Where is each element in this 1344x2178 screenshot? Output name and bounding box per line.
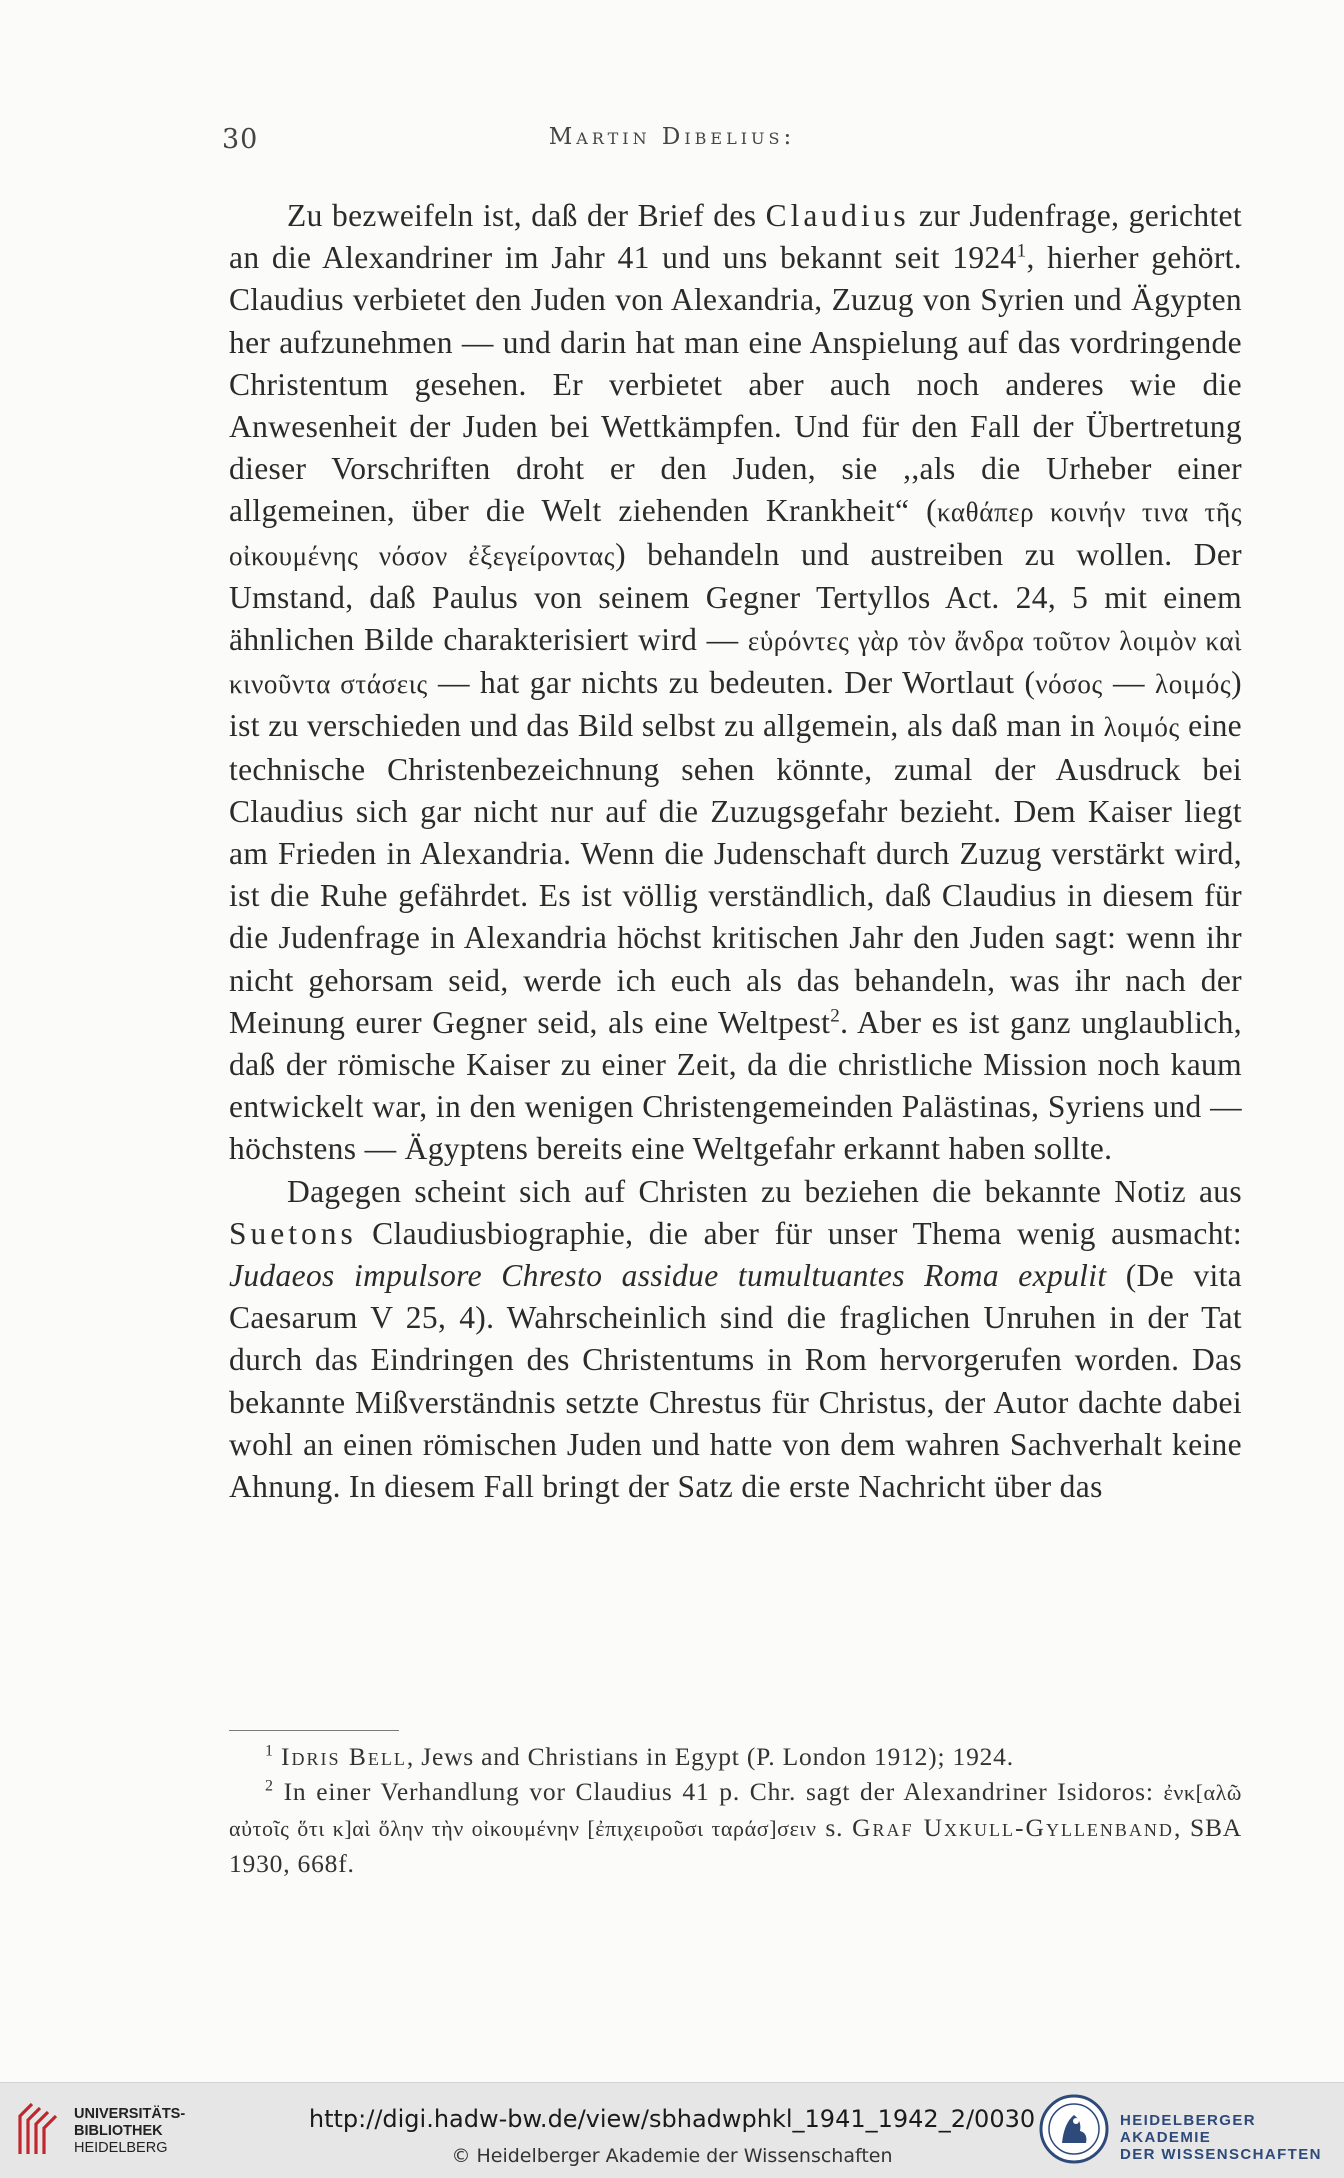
greek-word: λοιμός bbox=[1155, 669, 1232, 700]
permalink-link[interactable]: http://digi.hadw-bw.de/view/sbhadwphkl_1941_1942_2/0030 bbox=[308, 2105, 1036, 2133]
greek-quote: καθάπερ κοινήν τινα τῆς οἰκουμένης νόσον ἐξεγείροντας bbox=[229, 497, 1243, 571]
page-number: 30 bbox=[222, 124, 259, 155]
spaced-name: Claudius bbox=[765, 198, 910, 233]
greek-quote: ἐνκ[αλῶ αὐτοῖς ὅτι κ]αὶ ὅλην τὴν οἰκουμένην [ἐπιχειροῦσι ταράσ]σειν bbox=[229, 1780, 1242, 1841]
greek-word: νόσος bbox=[1035, 669, 1103, 700]
paragraph-1: Zu bezweifeln ist, daß der Brief des Claudius zur Judenfrage, gerichtet an die Alexandriner im Jahr 41 und uns bekannt seit 1924$^1$, hierher gehört. Claudius verbietet den Juden von Alexandria, Zuzug von Syrien und Ägypten her aufzunehmen — und darin hat man eine Anspielung auf das vordringende Christentum gesehen. Er verbietet aber auch noch anderes wie die Anwesenheit der Juden bei Wettkämpfen. Und für den Fall der Übertretung dieser Vorschriften droht er den Juden, sie ,,als die Urheber einer allgemeinen, über die Welt ziehenden Krankheit“ (καθάπερ κοινήν τινα τῆς οἰκουμένης νόσον ἐξεγείροντας) behandeln und austreiben zu wollen. Der Umstand, daß Paulus von seinem Gegner Tertyllos Act. 24, 5 mit einem ähnlichen Bilde charakterisiert wird — εὑρόντες γὰρ τὸν ἄνδρα τοῦτον λοιμὸν καὶ κινοῦντα στάσεις — hat gar nichts zu bedeuten. Der Wortlaut (νόσος — λοιμός) ist zu verschieden und das Bild selbst zu allgemein, als daß man in λοιμός eine technische Christenbezeichnung sehen könnte, zumal der Ausdruck bei Claudius sich gar nicht nur auf die Zuzugsgefahr bezieht. Dem Kaiser liegt am Frieden in Alexandria. Wenn die Judenschaft durch Zuzug verstärkt wird, ist die Ruhe gefährdet. Es ist völlig verständlich, daß Claudius in diesem für die Judenfrage in Alexandria höchst kritischen Jahr den Juden sagt: wenn ihr nicht gehorsam seid, werde ich euch als das behandeln, was ihr nach der Meinung eurer Gegner seid, als eine Weltpest$^2$. Aber es ist ganz unglaublich, daß der römische Kaiser zu einer Zeit, da die christliche Mission noch kaum entwickelt war, in den wenigen Christengemeinden Palästinas, Syriens und — höchstens — Ägyptens bereits eine Weltgefahr erkannt haben sollte. bbox=[229, 198, 1243, 1167]
academy-name: HEIDELBERGER AKADEMIE DER WISSENSCHAFTEN bbox=[1120, 2112, 1322, 2163]
footnote-2: $^2$ In einer Verhandlung vor Claudius 41 p. Chr. sagt der Alexandriner Isidoros: ἐνκ[αλῶ αὐτοῖς ὅτι κ]αὶ ὅλην τὴν οἰκουμένην [ἐπιχειροῦσι ταράσ]σειν s. Graf Uxkull-Gyllenband, SBA 1930, 668f. bbox=[229, 1777, 1242, 1878]
academy-seal-icon bbox=[1038, 2093, 1110, 2165]
latin-quote: Judaeos impulsore Chresto assidue tumultuantes Roma expulit bbox=[229, 1258, 1107, 1294]
footnote-rule bbox=[229, 1730, 399, 1731]
body-text bbox=[229, 195, 1242, 1508]
footer-bar bbox=[0, 2082, 1344, 2178]
footnotes bbox=[229, 1739, 1242, 1881]
running-head: Martin Dibelius: bbox=[548, 124, 796, 150]
footnote-author: Idris Bell bbox=[281, 1742, 407, 1771]
greek-word: λοιμός bbox=[1103, 712, 1180, 743]
footnote-ref-2: 2 bbox=[830, 1005, 841, 1027]
paragraph-2: Dagegen scheint sich auf Christen zu beziehen die bekannte Notiz aus Suetons Claudiusbiographie, die aber für unser Thema wenig ausmacht: Judaeos impulsore Chresto assidue tumultuantes Roma expulit (De vita Caesarum V 25, 4). Wahrscheinlich sind die fraglichen Unruhen in der Tat durch das Eindringen des Christentums in Rom hervorgerufen worden. Das bekannte Mißverständnis setzte Chrestus für Christus, der Autor dachte dabei wohl an einen römischen Juden und hatte von dem wahren Sachverhalt keine Ahnung. In diesem Fall bringt der Satz die erste Nachricht über das bbox=[229, 1173, 1242, 1505]
copyright-notice: © Heidelberger Akademie der Wissenschaften bbox=[451, 2145, 893, 2167]
footnote-1: $^1$ Idris Bell, Jews and Christians in Egypt (P. London 1912); 1924. bbox=[265, 1742, 1014, 1771]
footnote-author: Graf Uxkull-Gyllenband bbox=[852, 1813, 1174, 1842]
university-library-name: UNIVERSITÄTS- BIBLIOTHEK HEIDELBERG bbox=[74, 2106, 186, 2156]
greek-quote: εὑρόντες γὰρ τὸν ἄνδρα τοῦτον λοιμὸν καὶ κινοῦντα στάσεις bbox=[229, 626, 1242, 700]
footnote-ref-1: 1 bbox=[1016, 240, 1027, 262]
spaced-name: Suetons bbox=[229, 1215, 357, 1251]
